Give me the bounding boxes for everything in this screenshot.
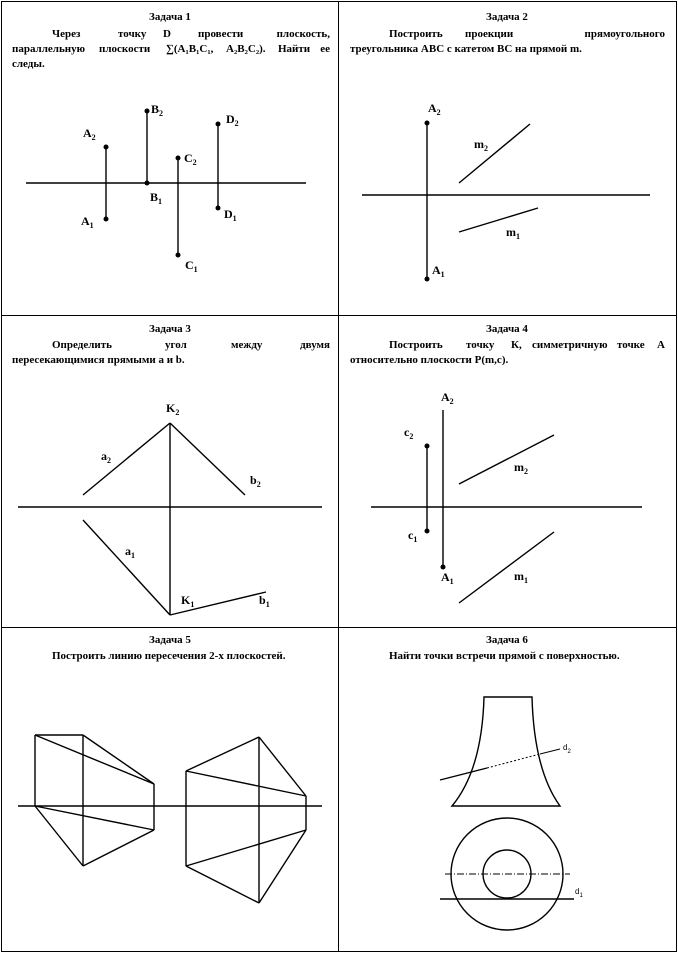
point-b1 [145, 181, 150, 186]
svg-text:точку: точку [466, 339, 495, 351]
svg-text:Через: Через [52, 28, 81, 40]
line-d2-end [540, 749, 560, 754]
label-a1: $A_1$ [441, 570, 454, 586]
label-c2: $C_2$ [184, 151, 197, 167]
svg-text:D: D [163, 28, 171, 40]
label-d1: $d_1$ [575, 887, 583, 899]
task-2-cell [350, 11, 665, 282]
task-5-title: Задача 5 [149, 634, 191, 646]
task-3-text [12, 339, 330, 366]
task-2-title: Задача 2 [486, 11, 528, 23]
svg-text:проекции: проекции [465, 28, 514, 40]
line-a2 [83, 423, 170, 495]
svg-text:двумя: двумя [300, 339, 330, 351]
svg-text:точку: точку [118, 28, 147, 40]
label-m2: $m_2$ [514, 460, 528, 476]
line-d2-visible [440, 768, 487, 780]
label-m2: $m_2$ [474, 137, 488, 153]
task-6-title: Задача 6 [486, 634, 528, 646]
svg-text:провести: провести [198, 28, 244, 40]
line-a1 [83, 520, 170, 615]
point-c1 [425, 529, 430, 534]
plane-right [186, 737, 306, 903]
task-1-text [12, 28, 330, 70]
task-6-drawing [440, 697, 583, 930]
label-m1: $m_1$ [514, 569, 528, 585]
svg-text:A₂B₂C₂).: A₂B₂C₂). [226, 43, 266, 55]
svg-text:Построить: Построить [389, 28, 443, 40]
plane-left [35, 735, 154, 866]
task-1-drawing [26, 102, 306, 274]
point-a1 [441, 565, 446, 570]
svg-text:треугольника ABC с катетом BC: треугольника ABC с катетом BC на прямой m. [350, 43, 582, 55]
point-a2 [104, 145, 109, 150]
table-grid [2, 2, 677, 952]
label-b1: $B_1$ [150, 190, 163, 206]
task-1-title: Задача 1 [149, 11, 191, 23]
task-6-text: Найти точки встречи прямой с поверхностью. [389, 650, 620, 662]
label-m1: $m_1$ [506, 225, 520, 241]
line-m1 [459, 532, 554, 603]
task-5-drawing [18, 735, 322, 903]
task-3-cell [12, 323, 330, 615]
svg-text:Найти: Найти [278, 43, 311, 55]
svg-text:∑(A₁B₁C₁,: ∑(A₁B₁C₁, [166, 43, 214, 55]
svg-text:прямоугольного: прямоугольного [584, 28, 665, 40]
surface-front-view [452, 697, 560, 806]
label-b2: $b_2$ [250, 473, 261, 489]
line-m1 [459, 208, 538, 232]
task-2-text [350, 28, 665, 55]
svg-text:следы.: следы. [12, 58, 45, 70]
point-c2 [176, 156, 181, 161]
line-b2 [170, 423, 245, 495]
label-a2: $a_2$ [101, 449, 111, 465]
svg-text:относительно плоскости P(m,c).: относительно плоскости P(m,c). [350, 354, 509, 366]
label-k1: $K_1$ [181, 593, 195, 609]
task-3-title: Задача 3 [149, 323, 191, 335]
task-5-cell [18, 634, 322, 903]
task-4-title: Задача 4 [486, 323, 528, 335]
svg-text:плоскость,: плоскость, [276, 28, 330, 40]
point-a2 [425, 121, 430, 126]
label-c1: $C_1$ [185, 258, 198, 274]
line-m2 [459, 435, 554, 484]
svg-text:точке: точке [617, 339, 645, 351]
task-4-text [350, 339, 665, 366]
label-c1: $c_1$ [408, 528, 418, 544]
task-6-cell [389, 634, 620, 930]
svg-text:Построить: Построить [389, 339, 443, 351]
line-d2-hidden [487, 754, 540, 768]
task-1-cell [12, 11, 330, 274]
label-a1: $A_1$ [432, 263, 445, 279]
point-c2 [425, 444, 430, 449]
point-d2 [216, 122, 221, 127]
point-b2 [145, 109, 150, 114]
label-d2: $d_2$ [563, 743, 571, 755]
label-a1: $A_1$ [81, 214, 94, 230]
label-c2: $c_2$ [404, 425, 414, 441]
svg-text:угол: угол [165, 339, 187, 351]
point-a1 [104, 217, 109, 222]
svg-text:А: А [657, 339, 665, 351]
label-a2: $A_2$ [428, 101, 441, 117]
svg-text:К,: К, [511, 339, 522, 351]
label-d2: $D_2$ [226, 112, 239, 128]
label-b1: $b_1$ [259, 593, 270, 609]
label-d1: $D_1$ [224, 207, 237, 223]
svg-text:параллельную: параллельную [12, 43, 86, 55]
label-a1: $a_1$ [125, 544, 135, 560]
svg-text:ее: ее [320, 43, 330, 55]
svg-text:пересекающимися прямыми a и b.: пересекающимися прямыми a и b. [12, 354, 185, 366]
task-2-drawing [362, 101, 650, 282]
label-a2: $A_2$ [83, 126, 96, 142]
svg-text:плоскости: плоскости [99, 43, 151, 55]
point-a1 [425, 277, 430, 282]
task-4-drawing [371, 390, 642, 603]
svg-text:Определить: Определить [52, 339, 112, 351]
label-b2: $B_2$ [151, 102, 164, 118]
svg-text:между: между [231, 339, 263, 351]
task-4-cell [350, 323, 665, 603]
task-3-drawing [18, 401, 322, 615]
task-5-text: Построить линию пересечения 2-х плоскостей. [52, 650, 286, 662]
line-m2 [459, 124, 530, 183]
label-k2: $K_2$ [166, 401, 180, 417]
point-c1 [176, 253, 181, 258]
label-a2: $A_2$ [441, 390, 454, 406]
point-d1 [216, 206, 221, 211]
svg-text:симметричную: симметричную [532, 339, 608, 351]
